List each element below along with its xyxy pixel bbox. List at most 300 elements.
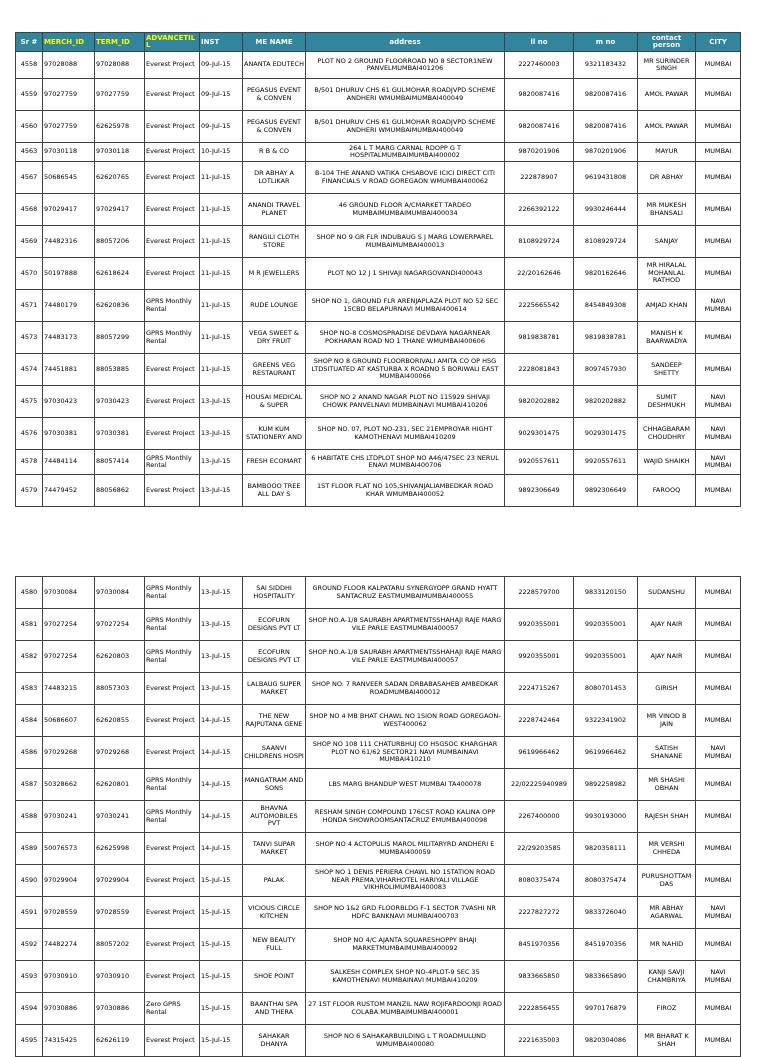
- merch-id-cell: 97027254: [43, 641, 95, 673]
- table-row: [16, 737, 741, 769]
- contact-person-cell: WAJID SHAIKH: [638, 450, 696, 475]
- header-inst: INST: [200, 33, 243, 52]
- table-row: [16, 354, 741, 386]
- merch-id-cell: 50197888: [43, 258, 95, 290]
- m-no-cell: 9920355001: [574, 609, 638, 641]
- header-ll-no: ll no: [505, 33, 574, 52]
- city-cell: MUMBAI: [696, 258, 741, 290]
- merch-id-cell: 97030118: [43, 143, 95, 162]
- me-name-cell: VEGA SWEET & DRY FRUIT: [243, 322, 306, 354]
- m-no-cell: 9321183432: [574, 52, 638, 79]
- table-row: [16, 258, 741, 290]
- ll-no-cell: 2228081843: [505, 354, 574, 386]
- me-name-cell: ECOFURN DESIGNS PVT LT: [243, 641, 306, 673]
- header-contact-person: contact person: [638, 33, 696, 52]
- me-name-cell: LALBAUG SUPER MARKET: [243, 673, 306, 705]
- city-cell: MUMBAI: [696, 52, 741, 79]
- me-name-cell: PALAK: [243, 865, 306, 897]
- address-cell: PLOT NO 2 GROUND FLOORROAD NO 8 SECTOR1NEW PANVELMUMBAI401206: [306, 52, 505, 79]
- table-row: [16, 450, 741, 475]
- advancetill-cell: Everest Project: [145, 673, 200, 705]
- address-cell: SHOP NO 1 DENIS PERIERA CHAWL NO 1STATION ROAD NEAR PREMA,VIHARHOTEL HARIYALI VILLAGE VIKHROLIMUMBAI400083: [306, 865, 505, 897]
- advancetill-cell: Everest Project: [145, 111, 200, 143]
- city-cell: MUMBAI: [696, 673, 741, 705]
- sr-cell: 4584: [16, 705, 43, 737]
- ll-no-cell: 8451970356: [505, 929, 574, 961]
- contact-person-cell: SATISH SHANANE: [638, 737, 696, 769]
- ll-no-cell: 2222856455: [505, 993, 574, 1025]
- sr-cell: 4571: [16, 290, 43, 322]
- inst-cell: 15-Jul-15: [200, 865, 243, 897]
- table-row: [16, 79, 741, 111]
- city-cell: MUMBAI: [696, 865, 741, 897]
- sr-cell: 4573: [16, 322, 43, 354]
- m-no-cell: 9920557611: [574, 450, 638, 475]
- m-no-cell: 9892306649: [574, 475, 638, 507]
- merch-id-cell: 50076573: [43, 833, 95, 865]
- address-cell: SHOP NO 6 SAHAKARBUILDING L T ROADMULUND WMUMBAI400080: [306, 1025, 505, 1057]
- ll-no-cell: 9833665850: [505, 961, 574, 993]
- contact-person-cell: SUDANSHU: [638, 577, 696, 609]
- term-id-cell: 62620855: [95, 705, 145, 737]
- table-body-2: [16, 577, 741, 1057]
- ll-no-cell: 9920355001: [505, 609, 574, 641]
- advancetill-cell: Everest Project: [145, 258, 200, 290]
- merch-id-cell: 97030381: [43, 418, 95, 450]
- inst-cell: 14-Jul-15: [200, 705, 243, 737]
- inst-cell: 13-Jul-15: [200, 418, 243, 450]
- advancetill-cell: Everest Project: [145, 705, 200, 737]
- inst-cell: 15-Jul-15: [200, 929, 243, 961]
- city-cell: MUMBAI: [696, 475, 741, 507]
- address-cell: 264 L T MARG CARNAL RDOPP G T HOSPITALMUMBAIMUMBAI400002: [306, 143, 505, 162]
- inst-cell: 13-Jul-15: [200, 609, 243, 641]
- inst-cell: 11-Jul-15: [200, 290, 243, 322]
- address-cell: B-104 THE ANAND VATIKA CHSABOVE ICICI DIRECT CITI FINANCIALS V ROAD GOREGAON WMUMBAI400062: [306, 162, 505, 194]
- me-name-cell: FRESH ECOMART: [243, 450, 306, 475]
- city-cell: MUMBAI: [696, 577, 741, 609]
- address-cell: B/501 DHURUV CHS 61 GULMOHAR ROADJVPD SCHEME ANDHERI WMUMBAIMUMBAI400049: [306, 79, 505, 111]
- inst-cell: 14-Jul-15: [200, 833, 243, 865]
- advancetill-cell: Everest Project: [145, 1025, 200, 1057]
- me-name-cell: KUM KUM STATIONERY AND: [243, 418, 306, 450]
- advancetill-cell: Everest Project: [145, 52, 200, 79]
- ll-no-cell: 2227460003: [505, 52, 574, 79]
- m-no-cell: 9920355001: [574, 641, 638, 673]
- ll-no-cell: 9029301475: [505, 418, 574, 450]
- city-cell: MUMBAI: [696, 111, 741, 143]
- sr-cell: 4563: [16, 143, 43, 162]
- merch-id-cell: 97028559: [43, 897, 95, 929]
- inst-cell: 11-Jul-15: [200, 194, 243, 226]
- contact-person-cell: MR VERSHI CHHEDA: [638, 833, 696, 865]
- address-cell: 27 1ST FLOOR RUSTOM MANZIL NAW ROJIFARDOONJI ROAD COLABA MUMBAIMUMBAI400001: [306, 993, 505, 1025]
- inst-cell: 13-Jul-15: [200, 641, 243, 673]
- term-id-cell: 97027759: [95, 79, 145, 111]
- advancetill-cell: GPRS Monthly Rental: [145, 641, 200, 673]
- sr-cell: 4586: [16, 737, 43, 769]
- advancetill-cell: GPRS Monthly Rental: [145, 801, 200, 833]
- term-id-cell: 97029904: [95, 865, 145, 897]
- me-name-cell: MANGATRAM AND SONS: [243, 769, 306, 801]
- header-merch-id: MERCH_ID: [43, 33, 95, 52]
- table-row: [16, 961, 741, 993]
- merch-id-cell: 97027759: [43, 111, 95, 143]
- table-row: [16, 865, 741, 897]
- city-cell: MUMBAI: [696, 929, 741, 961]
- term-id-cell: 97030118: [95, 143, 145, 162]
- me-name-cell: SAHAKAR DHANYA: [243, 1025, 306, 1057]
- address-cell: SHOP NO 4 MB BHAT CHAWL NO 1SION ROAD GOREGAON-WEST400062: [306, 705, 505, 737]
- city-cell: NAVI MUMBAI: [696, 961, 741, 993]
- m-no-cell: 9029301475: [574, 418, 638, 450]
- contact-person-cell: DR ABHAY: [638, 162, 696, 194]
- merch-id-cell: 97029417: [43, 194, 95, 226]
- me-name-cell: HOUSAI MEDICAL & SUPER: [243, 386, 306, 418]
- ll-no-cell: 22/29203585: [505, 833, 574, 865]
- city-cell: MUMBAI: [696, 769, 741, 801]
- contact-person-cell: KANJI SAVJI CHAMBRIYA: [638, 961, 696, 993]
- merch-id-cell: 50686545: [43, 162, 95, 194]
- ll-no-cell: 9920557611: [505, 450, 574, 475]
- ll-no-cell: 8080375474: [505, 865, 574, 897]
- merch-id-cell: 97029268: [43, 737, 95, 769]
- address-cell: SHOP NO 2 ANAND NAGAR PLOT NO 115929 SHIVAJI CHOWK PANVELNAVI MUMBAINAVI MUMBAI410206: [306, 386, 505, 418]
- city-cell: NAVI MUMBAI: [696, 737, 741, 769]
- advancetill-cell: Everest Project: [145, 143, 200, 162]
- contact-person-cell: AMOL PAWAR: [638, 79, 696, 111]
- table-row: [16, 673, 741, 705]
- term-id-cell: 62620765: [95, 162, 145, 194]
- inst-cell: 13-Jul-15: [200, 577, 243, 609]
- me-name-cell: BHAVNA AUTOMOBILES PVT: [243, 801, 306, 833]
- m-no-cell: 9970176879: [574, 993, 638, 1025]
- table-row: [16, 418, 741, 450]
- city-cell: MUMBAI: [696, 801, 741, 833]
- sr-cell: 4589: [16, 833, 43, 865]
- ll-no-cell: 2228579700: [505, 577, 574, 609]
- m-no-cell: 8080701453: [574, 673, 638, 705]
- advancetill-cell: Everest Project: [145, 833, 200, 865]
- advancetill-cell: GPRS Monthly Rental: [145, 450, 200, 475]
- merch-id-cell: 74315425: [43, 1025, 95, 1057]
- term-id-cell: 88057206: [95, 226, 145, 258]
- sr-cell: 4569: [16, 226, 43, 258]
- advancetill-cell: Everest Project: [145, 897, 200, 929]
- term-id-cell: 62626119: [95, 1025, 145, 1057]
- ll-no-cell: 9820087416: [505, 111, 574, 143]
- table-row: [16, 705, 741, 737]
- advancetill-cell: Everest Project: [145, 354, 200, 386]
- address-cell: SHOP NO 4 ACTOPULIS MAROL MILITARYRD ANDHERI E MUMBAI400059: [306, 833, 505, 865]
- m-no-cell: 8097457930: [574, 354, 638, 386]
- term-id-cell: 62625998: [95, 833, 145, 865]
- sr-cell: 4594: [16, 993, 43, 1025]
- advancetill-cell: Everest Project: [145, 226, 200, 258]
- sr-cell: 4583: [16, 673, 43, 705]
- term-id-cell: 97029268: [95, 737, 145, 769]
- term-id-cell: 88057414: [95, 450, 145, 475]
- sr-cell: 4558: [16, 52, 43, 79]
- sr-cell: 4588: [16, 801, 43, 833]
- inst-cell: 11-Jul-15: [200, 226, 243, 258]
- m-no-cell: 9870201906: [574, 143, 638, 162]
- term-id-cell: 62618624: [95, 258, 145, 290]
- term-id-cell: 97028559: [95, 897, 145, 929]
- merch-id-cell: 74479452: [43, 475, 95, 507]
- city-cell: MUMBAI: [696, 1025, 741, 1057]
- city-cell: NAVI MUMBAI: [696, 450, 741, 475]
- m-no-cell: 9930246444: [574, 194, 638, 226]
- contact-person-cell: FIROZ: [638, 993, 696, 1025]
- merch-id-cell: 50686607: [43, 705, 95, 737]
- advancetill-cell: GPRS Monthly Rental: [145, 322, 200, 354]
- ll-no-cell: 2227827272: [505, 897, 574, 929]
- table-row: [16, 641, 741, 673]
- table-row: [16, 322, 741, 354]
- header-city: CITY: [696, 33, 741, 52]
- me-name-cell: SAI SIDDHI HOSPITALITY: [243, 577, 306, 609]
- me-name-cell: THE NEW RAJPUTANA GENE: [243, 705, 306, 737]
- m-no-cell: 9619431808: [574, 162, 638, 194]
- m-no-cell: 8108929724: [574, 226, 638, 258]
- ll-no-cell: 22/02225940989: [505, 769, 574, 801]
- merch-id-cell: 97027759: [43, 79, 95, 111]
- table-row: [16, 577, 741, 609]
- address-cell: SHOP NO. 7 RANVEER SADAN DRBABASAHEB AMBEDKAR ROADMUMBAI400012: [306, 673, 505, 705]
- me-name-cell: ECOFURN DESIGNS PVT LT: [243, 609, 306, 641]
- inst-cell: 11-Jul-15: [200, 162, 243, 194]
- merch-id-cell: 50328662: [43, 769, 95, 801]
- ll-no-cell: 2224715267: [505, 673, 574, 705]
- sr-cell: 4567: [16, 162, 43, 194]
- m-no-cell: 9819838781: [574, 322, 638, 354]
- city-cell: MUMBAI: [696, 354, 741, 386]
- city-cell: MUMBAI: [696, 993, 741, 1025]
- city-cell: MUMBAI: [696, 79, 741, 111]
- term-id-cell: 97030241: [95, 801, 145, 833]
- contact-person-cell: SANDEEP SHETTY: [638, 354, 696, 386]
- city-cell: MUMBAI: [696, 641, 741, 673]
- table-row: [16, 386, 741, 418]
- term-id-cell: 97030910: [95, 961, 145, 993]
- contact-person-cell: GIRISH: [638, 673, 696, 705]
- inst-cell: 15-Jul-15: [200, 1025, 243, 1057]
- m-no-cell: 8454849308: [574, 290, 638, 322]
- sr-cell: 4574: [16, 354, 43, 386]
- header-advancetill: ADVANCETIL L: [145, 33, 200, 52]
- merch-id-cell: 74451881: [43, 354, 95, 386]
- table-row: [16, 475, 741, 507]
- contact-person-cell: MR ABHAY AGARWAL: [638, 897, 696, 929]
- me-name-cell: ANANDI TRAVEL PLANET: [243, 194, 306, 226]
- inst-cell: 14-Jul-15: [200, 737, 243, 769]
- address-cell: SHOP NO-8 COSMOSPRADISE DEVDAYA NAGARNEAR POKHARAN ROAD NO 1 THANE WMUMBAI400606: [306, 322, 505, 354]
- advancetill-cell: Everest Project: [145, 418, 200, 450]
- header-address: address: [306, 33, 505, 52]
- me-name-cell: BAANTHAI SPA AND THERA: [243, 993, 306, 1025]
- table-row: [16, 1025, 741, 1057]
- sr-cell: 4579: [16, 475, 43, 507]
- sr-cell: 4570: [16, 258, 43, 290]
- city-cell: MUMBAI: [696, 194, 741, 226]
- merch-id-cell: 74482316: [43, 226, 95, 258]
- table-row: [16, 226, 741, 258]
- address-cell: PLOT NO 12 J 1 SHIVAJI NAGARGOVANDI400043: [306, 258, 505, 290]
- me-name-cell: VICIOUS CIRCLE KITCHEN: [243, 897, 306, 929]
- m-no-cell: 9820202882: [574, 386, 638, 418]
- merch-id-cell: 97030241: [43, 801, 95, 833]
- city-cell: NAVI MUMBAI: [696, 290, 741, 322]
- address-cell: GROUND FLOOR KALPATARU SYNERGYOPP GRAND HYATT SANTACRUZ EASTMUMBAIMUMBAI400055: [306, 577, 505, 609]
- contact-person-cell: AMOL PAWAR: [638, 111, 696, 143]
- header-m-no: m no: [574, 33, 638, 52]
- address-cell: SHOP NO 4/C AJANTA SQUARESHOPPY BHAJI MARKETMUMBAIMUMBAI400092: [306, 929, 505, 961]
- header-row: [16, 33, 741, 52]
- m-no-cell: 9619966462: [574, 737, 638, 769]
- contact-person-cell: MR NAHID: [638, 929, 696, 961]
- m-no-cell: 9820087416: [574, 79, 638, 111]
- city-cell: MUMBAI: [696, 162, 741, 194]
- table-row: [16, 801, 741, 833]
- table-row: [16, 993, 741, 1025]
- contact-person-cell: MR MUKESH BHANSALI: [638, 194, 696, 226]
- sr-cell: 4560: [16, 111, 43, 143]
- term-id-cell: 97029417: [95, 194, 145, 226]
- merch-id-cell: 74483173: [43, 322, 95, 354]
- me-name-cell: SAANVI CHILDRENS HOSPI: [243, 737, 306, 769]
- advancetill-cell: Everest Project: [145, 929, 200, 961]
- merch-id-cell: 97030910: [43, 961, 95, 993]
- sr-cell: 4559: [16, 79, 43, 111]
- table-row: [16, 143, 741, 162]
- city-cell: MUMBAI: [696, 143, 741, 162]
- inst-cell: 13-Jul-15: [200, 475, 243, 507]
- me-name-cell: RUDE LOUNGE: [243, 290, 306, 322]
- address-cell: SHOP NO.A-1/8 SAURABH APARTMENTSSHAHAJI RAJE MARG VILE PARLE EASTMUMBAI400057: [306, 641, 505, 673]
- ll-no-cell: 2221635003: [505, 1025, 574, 1057]
- ll-no-cell: 9820202882: [505, 386, 574, 418]
- term-id-cell: 97030423: [95, 386, 145, 418]
- ll-no-cell: 9892306649: [505, 475, 574, 507]
- ll-no-cell: 9619966462: [505, 737, 574, 769]
- address-cell: SHOP NO.A-1/8 SAURABH APARTMENTSSHAHAJI RAJE MARG VILE PARLE EASTMUMBAI400057: [306, 609, 505, 641]
- address-cell: 1ST FLOOR FLAT NO 105,SHIVANJALIAMBEDKAR ROAD KHAR WMUMBAI400052: [306, 475, 505, 507]
- inst-cell: 14-Jul-15: [200, 769, 243, 801]
- table-row: [16, 111, 741, 143]
- sr-cell: 4587: [16, 769, 43, 801]
- advancetill-cell: GPRS Monthly Rental: [145, 609, 200, 641]
- inst-cell: 11-Jul-15: [200, 354, 243, 386]
- me-name-cell: PEGASUS EVENT & CONVEN: [243, 79, 306, 111]
- advancetill-cell: Everest Project: [145, 386, 200, 418]
- sr-cell: 4578: [16, 450, 43, 475]
- contact-person-cell: MAYUR: [638, 143, 696, 162]
- contact-person-cell: RAJESH SHAH: [638, 801, 696, 833]
- inst-cell: 09-Jul-15: [200, 111, 243, 143]
- term-id-cell: 97027254: [95, 609, 145, 641]
- me-name-cell: SHOE POINT: [243, 961, 306, 993]
- me-name-cell: DR ABHAY A LOTLIKAR: [243, 162, 306, 194]
- ll-no-cell: 9820087416: [505, 79, 574, 111]
- inst-cell: 13-Jul-15: [200, 450, 243, 475]
- address-cell: B/501 DHURUV CHS 61 GULMOHAR ROADJVPD SCHEME ANDHERI WMUMBAIMUMBAI400049: [306, 111, 505, 143]
- table-row: [16, 194, 741, 226]
- address-cell: LBS MARG BHANDUP WEST MUMBAI TA400078: [306, 769, 505, 801]
- inst-cell: 13-Jul-15: [200, 386, 243, 418]
- me-name-cell: GREENS VEG RESTAURANT: [243, 354, 306, 386]
- contact-person-cell: MR SURINDER SINGH: [638, 52, 696, 79]
- advancetill-cell: Everest Project: [145, 865, 200, 897]
- me-name-cell: PEGASUS EVENT & CONVEN: [243, 111, 306, 143]
- advancetill-cell: Everest Project: [145, 961, 200, 993]
- contact-person-cell: MANISH K BAARWADYA: [638, 322, 696, 354]
- advancetill-cell: Everest Project: [145, 162, 200, 194]
- term-id-cell: 62620836: [95, 290, 145, 322]
- city-cell: MUMBAI: [696, 833, 741, 865]
- inst-cell: 10-Jul-15: [200, 143, 243, 162]
- sr-cell: 4595: [16, 1025, 43, 1057]
- city-cell: MUMBAI: [696, 609, 741, 641]
- address-cell: SHOP NO 1&2 GRD FLOORBLDG F-1 SECTOR 7VASHI NR HDFC BANKNAVI MUMBAI400703: [306, 897, 505, 929]
- merch-id-cell: 74483215: [43, 673, 95, 705]
- me-name-cell: R B & CO: [243, 143, 306, 162]
- contact-person-cell: AJAY NAIR: [638, 609, 696, 641]
- merchant-table-2: [15, 576, 741, 1057]
- ll-no-cell: 222878907: [505, 162, 574, 194]
- sr-cell: 4582: [16, 641, 43, 673]
- table-row: [16, 290, 741, 322]
- m-no-cell: 9820087416: [574, 111, 638, 143]
- ll-no-cell: 9870201906: [505, 143, 574, 162]
- advancetill-cell: Everest Project: [145, 194, 200, 226]
- table-row: [16, 609, 741, 641]
- table-row: [16, 162, 741, 194]
- term-id-cell: 62625978: [95, 111, 145, 143]
- advancetill-cell: Everest Project: [145, 737, 200, 769]
- sr-cell: 4590: [16, 865, 43, 897]
- contact-person-cell: MR SHASHI OBHAN: [638, 769, 696, 801]
- ll-no-cell: 9819838781: [505, 322, 574, 354]
- term-id-cell: 62620801: [95, 769, 145, 801]
- m-no-cell: 9930193000: [574, 801, 638, 833]
- ll-no-cell: 2267400000: [505, 801, 574, 833]
- inst-cell: 14-Jul-15: [200, 801, 243, 833]
- address-cell: SHOP NO. 07, PLOT NO-231, SEC 21EMPROYAR HIGHT KAMOTHENAVI MUMBAI410209: [306, 418, 505, 450]
- merch-id-cell: 74480179: [43, 290, 95, 322]
- term-id-cell: 97030084: [95, 577, 145, 609]
- address-cell: RESHAM SINGH COMPOUND 176CST ROAD KALINA OPP HONDA SHOWROOMSANTACRUZ EMUMBAI400098: [306, 801, 505, 833]
- contact-person-cell: AMJAD KHAN: [638, 290, 696, 322]
- sr-cell: 4575: [16, 386, 43, 418]
- merchant-table-1: [15, 32, 741, 507]
- me-name-cell: BAMBOOO TREE ALL DAY S: [243, 475, 306, 507]
- inst-cell: 15-Jul-15: [200, 961, 243, 993]
- address-cell: SHOP NO 108 111 CHATURBHUJ CO HSGSOC KHARGHAR PLOT NO 61/62 SECTOR21 NAVI MUMBAINAVI MUMBAI410210: [306, 737, 505, 769]
- m-no-cell: 9820304086: [574, 1025, 638, 1057]
- advancetill-cell: Zero GPRS Rental: [145, 993, 200, 1025]
- m-no-cell: 8080375474: [574, 865, 638, 897]
- term-id-cell: 88056862: [95, 475, 145, 507]
- m-no-cell: 9322341902: [574, 705, 638, 737]
- m-no-cell: 9820358111: [574, 833, 638, 865]
- me-name-cell: RANGILI CLOTH STORE: [243, 226, 306, 258]
- merch-id-cell: 97028088: [43, 52, 95, 79]
- city-cell: NAVI MUMBAI: [696, 897, 741, 929]
- city-cell: MUMBAI: [696, 226, 741, 258]
- m-no-cell: 8451970356: [574, 929, 638, 961]
- address-cell: 6 HABITATE CHS LTDPLOT SHOP NO A46/47SEC 23 NERUL ENAVI MUMBAI400706: [306, 450, 505, 475]
